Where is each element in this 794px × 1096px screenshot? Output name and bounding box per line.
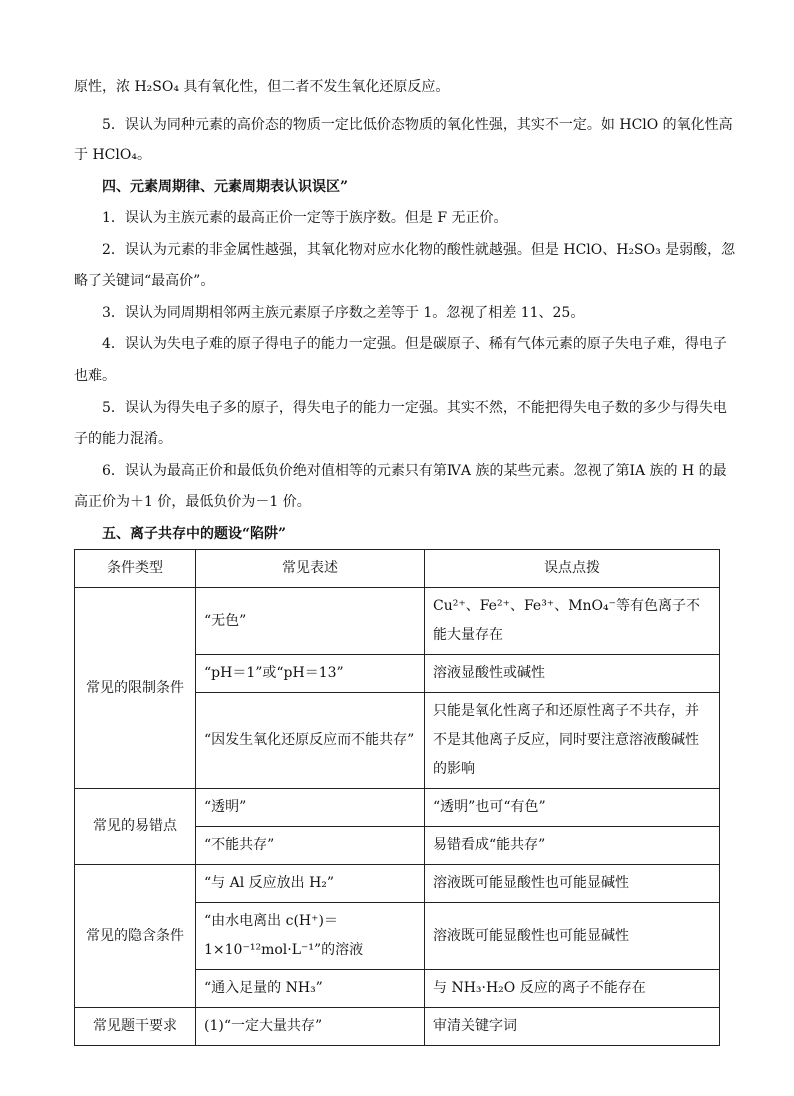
expression-cell: “由水电离出 c(H⁺)＝1×10⁻¹²mol·L⁻¹”的溶液 bbox=[196, 903, 425, 970]
expression-cell: “无色” bbox=[196, 588, 425, 655]
category-cell: 常见题干要求 bbox=[75, 1008, 196, 1046]
text-line: 高正价为＋1 价，最低负价为－1 价。 bbox=[74, 494, 311, 510]
category-cell: 常见的限制条件 bbox=[75, 588, 196, 789]
text-line: 原性，浓 H₂SO₄ 具有氧化性，但二者不发生氧化还原反应。 bbox=[74, 79, 450, 95]
text-line: 2．误认为元素的非金属性越强，其氧化物对应水化物的酸性就越强。但是 HClO、H₂SO₃ 是弱酸，忽 bbox=[102, 242, 736, 258]
expression-cell: “与 Al 反应放出 H₂” bbox=[196, 865, 425, 903]
text-line: 于 HClO₄。 bbox=[74, 147, 151, 163]
table-row bbox=[75, 865, 720, 903]
tip-cell: 与 NH₃·H₂O 反应的离子不能存在 bbox=[425, 970, 720, 1008]
text-line: 5．误认为同种元素的高价态的物质一定比低价态物质的氧化性强，其实不一定。如 HClO 的氧化性高 bbox=[102, 117, 733, 133]
tip-cell: 溶液既可能显酸性也可能显碱性 bbox=[425, 903, 720, 970]
header-cell: 条件类型 bbox=[75, 550, 196, 588]
tip-cell: 溶液既可能显酸性也可能显碱性 bbox=[425, 865, 720, 903]
ion-coexistence-table bbox=[74, 549, 720, 1046]
expression-cell: (1)“一定大量共存” bbox=[196, 1008, 425, 1046]
header-cell: 常见表述 bbox=[196, 550, 425, 588]
tip-cell: 溶液显酸性或碱性 bbox=[425, 655, 720, 693]
text-line: 4．误认为失电子难的原子得电子的能力一定强。但是碳原子、稀有气体元素的原子失电子难，得电子 bbox=[102, 336, 727, 352]
tip-cell: Cu²⁺、Fe²⁺、Fe³⁺、MnO₄⁻等有色离子不能大量存在 bbox=[425, 588, 720, 655]
text-line: 子的能力混淆。 bbox=[74, 431, 172, 447]
tip-cell: 审清关键字词 bbox=[425, 1008, 720, 1046]
expression-cell: “因发生氧化还原反应而不能共存” bbox=[196, 693, 425, 789]
expression-cell: “pH＝1”或“pH＝13” bbox=[196, 655, 425, 693]
text-line: 略了关键词“最高价”。 bbox=[74, 273, 215, 289]
table-row bbox=[75, 1008, 720, 1046]
section-heading: 五、离子共存中的题设“陷阱” bbox=[102, 526, 287, 542]
expression-cell: “透明” bbox=[196, 789, 425, 827]
tip-cell: 易错看成“能共存” bbox=[425, 827, 720, 865]
table-header-row bbox=[75, 550, 720, 588]
category-cell: 常见的隐含条件 bbox=[75, 865, 196, 1008]
header-cell: 误点点拨 bbox=[425, 550, 720, 588]
table-row bbox=[75, 789, 720, 827]
text-line: 6．误认为最高正价和最低负价绝对值相等的元素只有第ⅣA 族的某些元素。忽视了第ⅠA 族的 H 的最 bbox=[102, 463, 727, 479]
text-line: 也难。 bbox=[74, 368, 116, 384]
tip-cell: 只能是氧化性离子和还原性离子不共存，并不是其他离子反应，同时要注意溶液酸碱性的影响 bbox=[425, 693, 720, 789]
text-line: 3．误认为同周期相邻两主族元素原子序数之差等于 1。忽视了相差 11、25。 bbox=[102, 305, 585, 321]
text-line: 5．误认为得失电子多的原子，得失电子的能力一定强。其实不然，不能把得失电子数的多少与得失电 bbox=[102, 400, 727, 416]
tip-cell: “透明”也可“有色” bbox=[425, 789, 720, 827]
section-heading: 四、元素周期律、元素周期表认识误区” bbox=[102, 179, 349, 195]
expression-cell: “不能共存” bbox=[196, 827, 425, 865]
text-line: 1．误认为主族元素的最高正价一定等于族序数。但是 F 无正价。 bbox=[102, 210, 508, 226]
expression-cell: “通入足量的 NH₃” bbox=[196, 970, 425, 1008]
table-row bbox=[75, 588, 720, 655]
category-cell: 常见的易错点 bbox=[75, 789, 196, 865]
